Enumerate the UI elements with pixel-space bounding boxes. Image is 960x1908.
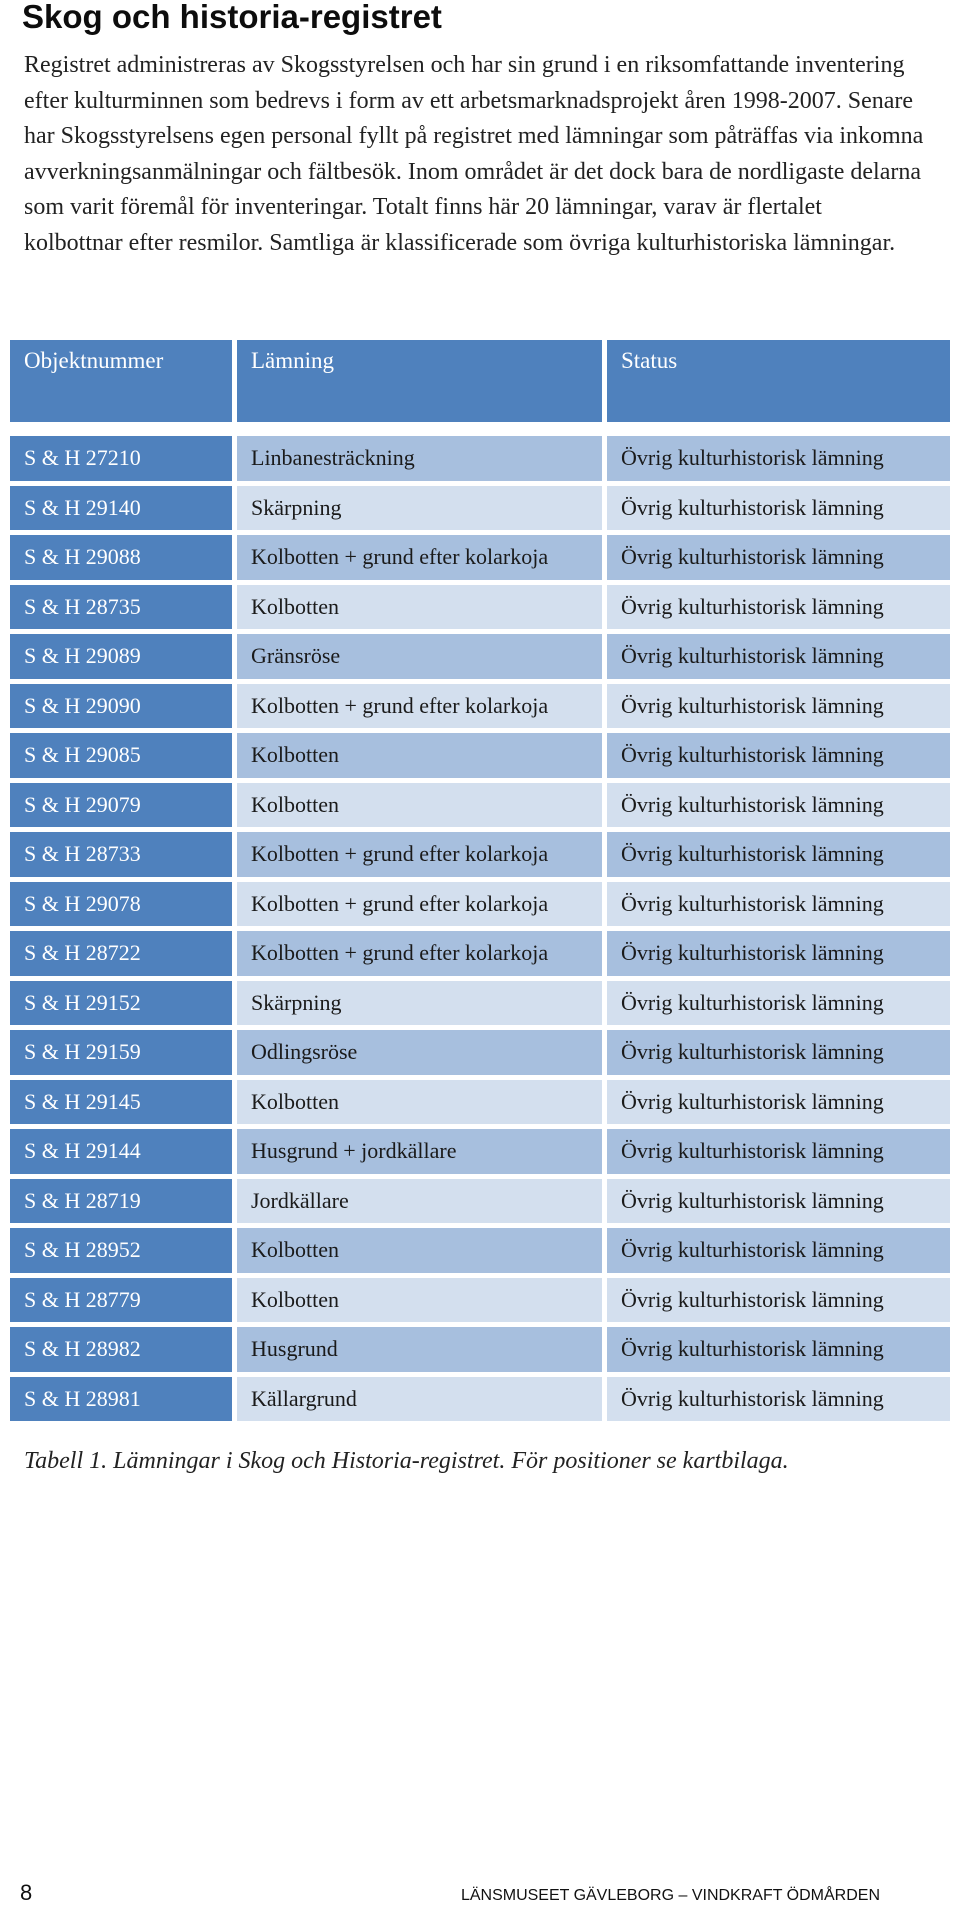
cell-status: Övrig kulturhistorisk lämning	[607, 931, 950, 981]
table-row	[10, 684, 950, 734]
cell-lamning: Kolbotten + grund efter kolarkoja	[237, 535, 607, 585]
table-row	[10, 535, 950, 585]
cell-lamning: Kolbotten + grund efter kolarkoja	[237, 882, 607, 932]
cell-lamning: Kolbotten	[237, 585, 607, 635]
cell-lamning: Källargrund	[237, 1377, 607, 1427]
cell-lamning: Kolbotten	[237, 1278, 607, 1328]
cell-status: Övrig kulturhistorisk lämning	[607, 783, 950, 833]
table-row	[10, 832, 950, 882]
column-header-lamning: Lämning	[237, 340, 607, 436]
cell-status: Övrig kulturhistorisk lämning	[607, 832, 950, 882]
cell-objektnummer: S & H 28735	[10, 585, 237, 635]
table-row	[10, 1278, 950, 1328]
cell-status: Övrig kulturhistorisk lämning	[607, 535, 950, 585]
intro-paragraph: Registret administreras av Skogsstyrelsen och har sin grund i en riksomfattande inventering efter kulturminnen som bedrevs i form av ett arbetsmarknadsprojekt åren 1998-2007. Senare har Skogsstyrelsens egen personal fyllt på registret med lämningar som påträffas via inkomna avverkningsanmälningar och fältbesök. Inom området är det dock bara de nordligaste delarna som varit föremål för inventeringar. Totalt finns här 20 lämningar, varav är flertalet kolbottnar efter resmilor. Samtliga är klassificerade som övriga kulturhistoriska lämningar.	[24, 52, 924, 256]
cell-objektnummer: S & H 29089	[10, 634, 237, 684]
cell-objektnummer: S & H 29159	[10, 1030, 237, 1080]
cell-lamning: Odlingsröse	[237, 1030, 607, 1080]
cell-objektnummer: S & H 29152	[10, 981, 237, 1031]
cell-objektnummer: S & H 27210	[10, 436, 237, 486]
cell-status: Övrig kulturhistorisk lämning	[607, 733, 950, 783]
cell-lamning: Jordkällare	[237, 1179, 607, 1229]
cell-status: Övrig kulturhistorisk lämning	[607, 1377, 950, 1427]
table-row	[10, 585, 950, 635]
table-row	[10, 882, 950, 932]
cell-lamning: Kolbotten	[237, 733, 607, 783]
cell-lamning: Kolbotten + grund efter kolarkoja	[237, 684, 607, 734]
cell-lamning: Kolbotten	[237, 1080, 607, 1130]
cell-lamning: Gränsröse	[237, 634, 607, 684]
table-row	[10, 634, 950, 684]
cell-status: Övrig kulturhistorisk lämning	[607, 1080, 950, 1130]
cell-status: Övrig kulturhistorisk lämning	[607, 436, 950, 486]
cell-lamning: Husgrund + jordkällare	[237, 1129, 607, 1179]
cell-status: Övrig kulturhistorisk lämning	[607, 981, 950, 1031]
cell-objektnummer: S & H 28779	[10, 1278, 237, 1328]
cell-status: Övrig kulturhistorisk lämning	[607, 1327, 950, 1377]
cell-objektnummer: S & H 29079	[10, 783, 237, 833]
table-row	[10, 931, 950, 981]
table-row	[10, 1129, 950, 1179]
cell-lamning: Linbanesträckning	[237, 436, 607, 486]
table-row	[10, 436, 950, 486]
cell-status: Övrig kulturhistorisk lämning	[607, 634, 950, 684]
table-row	[10, 1377, 950, 1427]
page-heading: Skog och historia-registret	[22, 0, 442, 35]
cell-objektnummer: S & H 29088	[10, 535, 237, 585]
cell-status: Övrig kulturhistorisk lämning	[607, 486, 950, 536]
cell-objektnummer: S & H 29085	[10, 733, 237, 783]
cell-objektnummer: S & H 28981	[10, 1377, 237, 1427]
cell-status: Övrig kulturhistorisk lämning	[607, 1179, 950, 1229]
cell-lamning: Kolbotten	[237, 1228, 607, 1278]
column-header-status: Status	[607, 340, 950, 436]
page-number: 8	[20, 1880, 33, 1905]
cell-objektnummer: S & H 29078	[10, 882, 237, 932]
cell-objektnummer: S & H 28982	[10, 1327, 237, 1377]
table-row	[10, 783, 950, 833]
cell-status: Övrig kulturhistorisk lämning	[607, 1129, 950, 1179]
cell-objektnummer: S & H 29090	[10, 684, 237, 734]
cell-objektnummer: S & H 28719	[10, 1179, 237, 1229]
table-body	[10, 436, 950, 1426]
cell-objektnummer: S & H 29144	[10, 1129, 237, 1179]
table-caption: Tabell 1. Lämningar i Skog och Historia-registret. För positioner se kartbilaga.	[24, 1448, 789, 1474]
cell-objektnummer: S & H 28722	[10, 931, 237, 981]
cell-status: Övrig kulturhistorisk lämning	[607, 1030, 950, 1080]
cell-lamning: Kolbotten + grund efter kolarkoja	[237, 931, 607, 981]
cell-lamning: Skärpning	[237, 981, 607, 1031]
cell-objektnummer: S & H 28733	[10, 832, 237, 882]
table-row	[10, 1179, 950, 1229]
table-row	[10, 1228, 950, 1278]
table-row	[10, 1030, 950, 1080]
table-row	[10, 981, 950, 1031]
cell-status: Övrig kulturhistorisk lämning	[607, 882, 950, 932]
column-header-objektnummer: Objektnummer	[10, 340, 237, 436]
cell-status: Övrig kulturhistorisk lämning	[607, 1278, 950, 1328]
remains-table	[10, 340, 950, 1426]
cell-objektnummer: S & H 28952	[10, 1228, 237, 1278]
cell-lamning: Kolbotten	[237, 783, 607, 833]
table-row	[10, 733, 950, 783]
table-row	[10, 1080, 950, 1130]
cell-lamning: Husgrund	[237, 1327, 607, 1377]
cell-lamning: Kolbotten + grund efter kolarkoja	[237, 832, 607, 882]
table-header-row	[10, 340, 950, 436]
cell-objektnummer: S & H 29140	[10, 486, 237, 536]
cell-status: Övrig kulturhistorisk lämning	[607, 684, 950, 734]
table-row	[10, 1327, 950, 1377]
cell-objektnummer: S & H 29145	[10, 1080, 237, 1130]
footer-text: LÄNSMUSEET GÄVLEBORG – VINDKRAFT ÖDMÅRDEN	[460, 1887, 880, 1904]
table-row	[10, 486, 950, 536]
cell-status: Övrig kulturhistorisk lämning	[607, 1228, 950, 1278]
cell-lamning: Skärpning	[237, 486, 607, 536]
cell-status: Övrig kulturhistorisk lämning	[607, 585, 950, 635]
